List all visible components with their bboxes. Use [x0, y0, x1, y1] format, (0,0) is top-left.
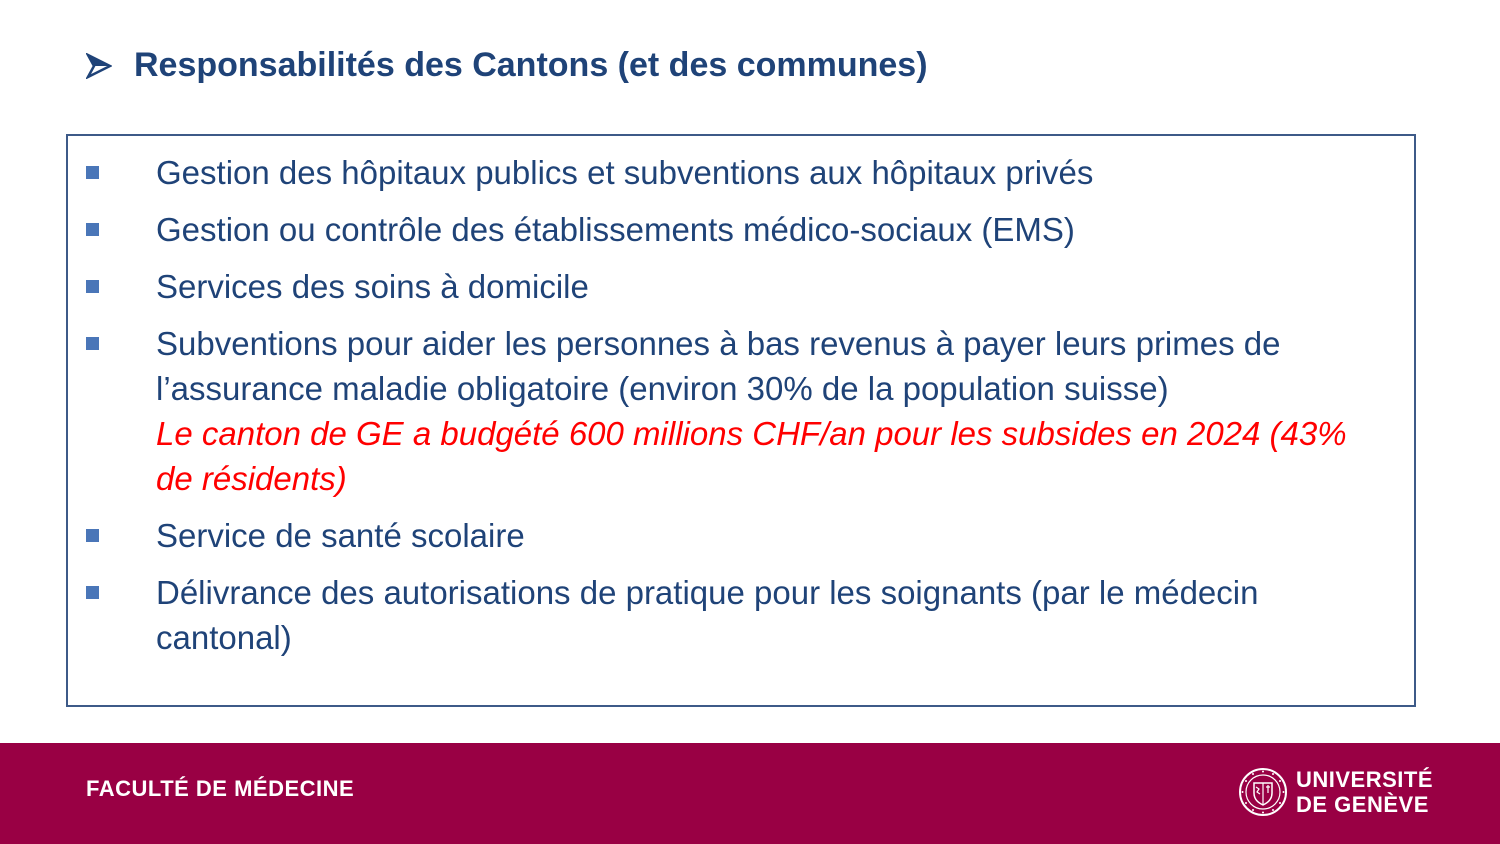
bullet-item	[68, 264, 1414, 309]
content-box	[66, 134, 1416, 707]
bullet-item	[68, 570, 1414, 660]
faculty-label: FACULTÉ DE MÉDECINE	[86, 776, 355, 801]
bullet-text: Gestion des hôpitaux publics et subventions aux hôpitaux privés	[156, 154, 1094, 191]
bullet-item	[68, 513, 1414, 558]
bullet-item	[68, 150, 1414, 195]
bullet-item	[68, 207, 1414, 252]
footer-bar	[0, 743, 1500, 844]
bullet-text: Gestion ou contrôle des établissements médico-sociaux (EMS)	[156, 211, 1075, 248]
square-bullet-icon	[86, 166, 99, 179]
bullet-text: Délivrance des autorisations de pratique pour les soignants (par le médecin cantonal)	[156, 574, 1259, 656]
square-bullet-icon	[86, 280, 99, 293]
university-seal-icon	[1238, 767, 1288, 817]
bullet-item	[68, 321, 1414, 501]
square-bullet-icon	[86, 529, 99, 542]
university-logo	[1238, 767, 1433, 817]
square-bullet-icon	[86, 223, 99, 236]
bullet-text: Service de santé scolaire	[156, 517, 525, 554]
bullet-list	[68, 150, 1414, 672]
square-bullet-icon	[86, 337, 99, 350]
slide-heading	[86, 46, 928, 85]
university-name-line2: DE GENÈVE	[1296, 792, 1429, 817]
slide-title: Responsabilités des Cantons (et des communes)	[134, 46, 928, 84]
university-name-line1: UNIVERSITÉ	[1296, 767, 1434, 792]
bullet-text: Services des soins à domicile	[156, 268, 589, 305]
bullet-text: Subventions pour aider les personnes à bas revenus à payer leurs primes de l’assurance maladie obligatoire (environ 30% de la population suisse)	[156, 325, 1281, 407]
budget-note: Le canton de GE a budgété 600 millions CHF/an pour les subsides en 2024 (43% de résidents)	[156, 415, 1347, 497]
arrowhead-bullet-icon	[86, 53, 112, 79]
university-name	[1296, 767, 1433, 817]
square-bullet-icon	[86, 586, 99, 599]
